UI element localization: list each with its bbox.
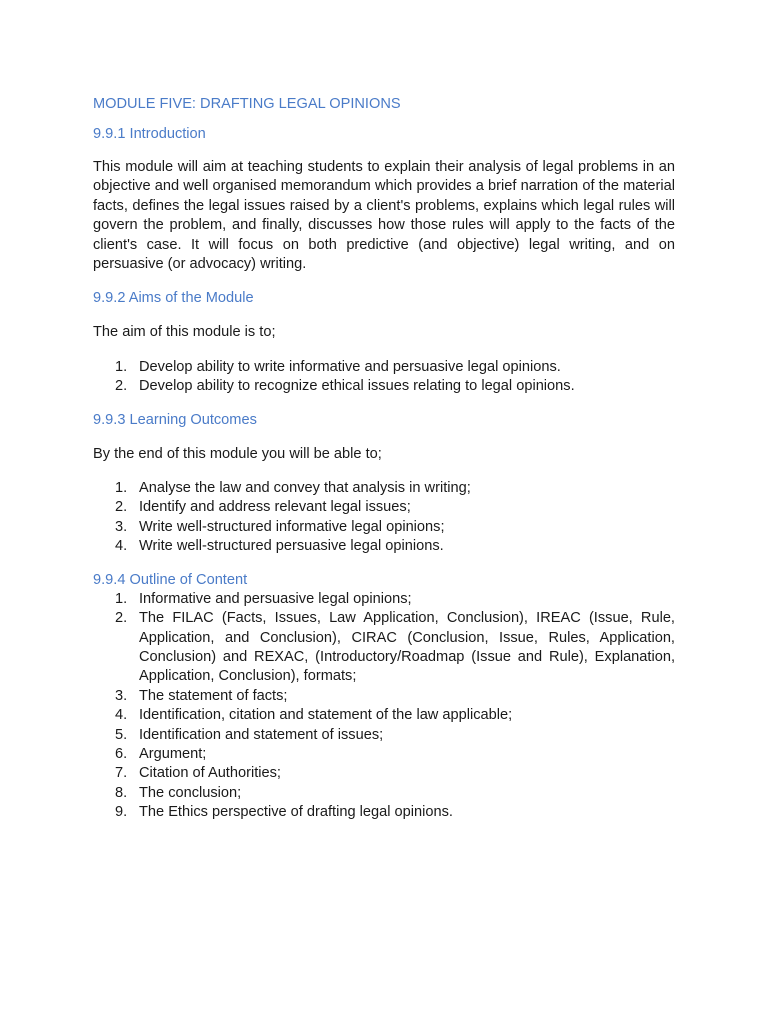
document-page	[93, 95, 675, 823]
list-item	[93, 358, 675, 377]
list-number: 2.	[115, 378, 128, 395]
list-item	[93, 706, 675, 725]
list-item-text: Develop ability to recognize ethical issues relating to legal opinions.	[139, 378, 575, 395]
list-item	[93, 377, 675, 396]
list-number: 1.	[115, 358, 128, 375]
list-item-text: Argument;	[139, 745, 207, 762]
section-heading-outline: 9.9.4 Outline of Content	[93, 571, 248, 588]
list-number: 2.	[115, 610, 128, 627]
list-item	[93, 803, 675, 822]
list-item	[93, 537, 675, 556]
section-heading-introduction: 9.9.1 Introduction	[93, 126, 206, 142]
outcomes-list	[93, 479, 675, 557]
list-item-text: Informative and persuasive legal opinions;	[139, 590, 412, 607]
list-item	[93, 764, 675, 783]
aims-lead-text: The aim of this module is to;	[93, 324, 276, 341]
list-number: 1.	[115, 590, 128, 607]
list-item	[93, 498, 675, 517]
list-item	[93, 609, 675, 687]
outline-list	[93, 590, 675, 823]
list-item	[93, 479, 675, 498]
introduction-paragraph: This module will aim at teaching students to explain their analysis of legal problems in an objective and well organised memorandum which provides a brief narration of the material facts, defines the legal issues raised by a client's problems, explains which legal rules will govern the problem, and finally, discusses how those rules will apply to the facts of the client's case. It will focus on both predictive (and objective) legal writing, and on persuasive (or advocacy) writing.	[93, 159, 675, 273]
list-item	[93, 518, 675, 537]
list-item-text: Write well-structured persuasive legal opinions.	[139, 538, 444, 555]
list-item-text: The FILAC (Facts, Issues, Law Application, Conclusion), IREAC (Issue, Rule, Application, and Conclusion), CIRAC (Conclusion, Issue, Rules, Application, Conclusion) and REXAC, (Introductory/Roadmap (Issue and Rule), Explanation, Application, Conclusion), formats;	[139, 610, 675, 685]
section-heading-aims: 9.9.2 Aims of the Module	[93, 290, 254, 307]
list-item-text: The Ethics perspective of drafting legal opinions.	[139, 804, 453, 821]
list-item-text: Develop ability to write informative and persuasive legal opinions.	[139, 358, 561, 375]
outcomes-lead-text: By the end of this module you will be able to;	[93, 445, 382, 462]
list-item	[93, 590, 675, 609]
list-number: 5.	[115, 726, 128, 743]
list-item-text: Identify and address relevant legal issues;	[139, 499, 411, 516]
list-item	[93, 784, 675, 803]
list-number: 3.	[115, 687, 128, 704]
list-number: 4.	[115, 538, 128, 555]
aims-list	[93, 358, 675, 397]
list-number: 4.	[115, 707, 128, 724]
module-title: MODULE FIVE: DRAFTING LEGAL OPINIONS	[93, 96, 401, 112]
list-item-text: Citation of Authorities;	[139, 765, 281, 782]
list-item	[93, 687, 675, 706]
list-item-text: The conclusion;	[139, 784, 242, 801]
list-item-text: Analyse the law and convey that analysis in writing;	[139, 480, 471, 497]
list-number: 7.	[115, 765, 128, 782]
list-item-text: Identification and statement of issues;	[139, 726, 384, 743]
list-item-text: Identification, citation and statement of the law applicable;	[139, 707, 513, 724]
list-number: 1.	[115, 480, 128, 497]
list-item	[93, 745, 675, 764]
list-number: 3.	[115, 518, 128, 535]
list-item	[93, 726, 675, 745]
list-number: 8.	[115, 784, 128, 801]
list-number: 9.	[115, 804, 128, 821]
list-number: 2.	[115, 499, 128, 516]
list-item-text: Write well-structured informative legal opinions;	[139, 518, 445, 535]
list-number: 6.	[115, 745, 128, 762]
list-item-text: The statement of facts;	[139, 687, 288, 704]
section-heading-outcomes: 9.9.3 Learning Outcomes	[93, 411, 257, 428]
